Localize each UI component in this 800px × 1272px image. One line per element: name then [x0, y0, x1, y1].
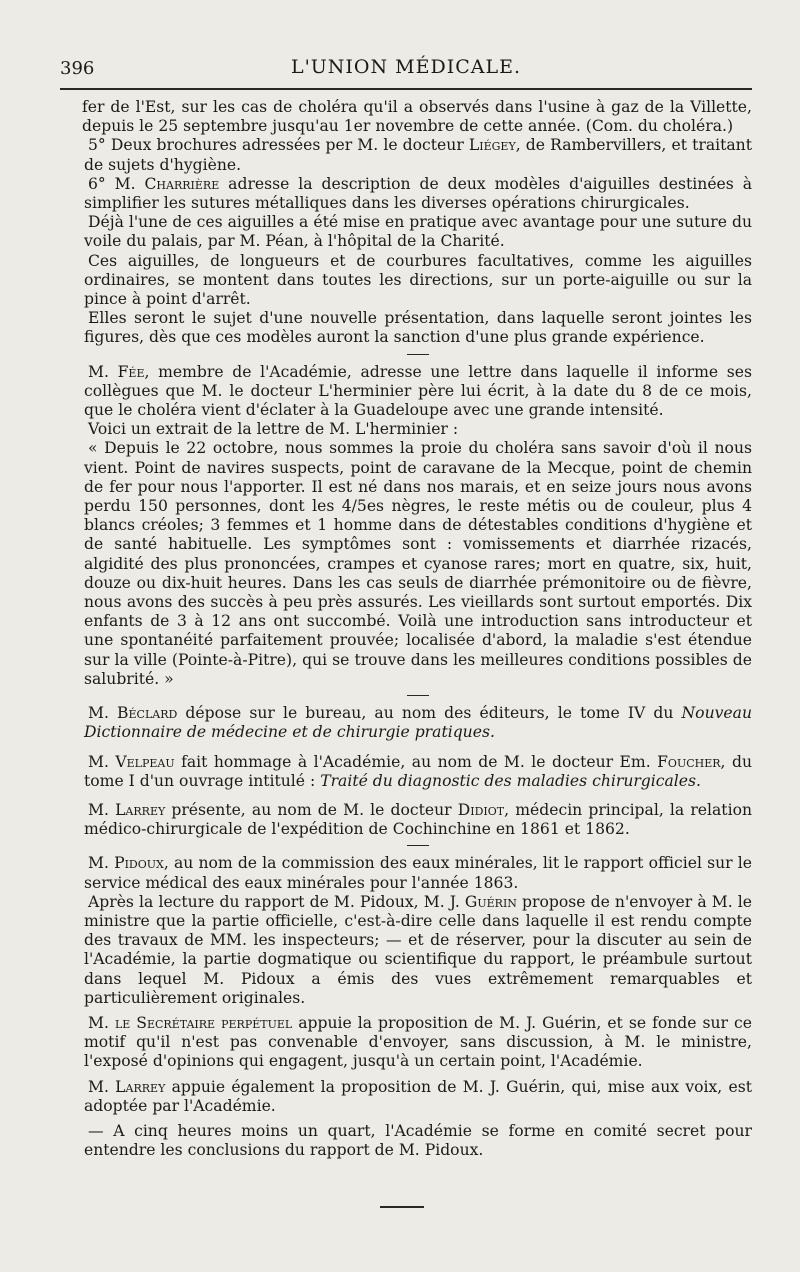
paragraph	[84, 1014, 752, 1072]
author-name: Liégey	[468, 136, 516, 155]
paragraph	[84, 854, 752, 892]
text-run: M.	[88, 362, 118, 381]
text-run: , du tome I d'un ouvrage intitulé :	[84, 752, 752, 790]
text-run: 6° M.	[88, 174, 145, 193]
paragraph	[84, 893, 752, 1008]
section-separator	[407, 695, 429, 700]
paragraph	[84, 801, 752, 839]
book-title: Traité du diagnostic des maladies chirurgicales.	[320, 771, 701, 790]
text-run: , au nom de la commission des eaux minérales, lit le rapport officiel sur le service médical des eaux minérales pour l'année 1863.	[84, 854, 752, 892]
text-run: propose de n'envoyer à M. le ministre que la partie officielle, c'est-à-dire celle dans laquelle il est rendu compte des travaux de MM. les inspecteurs; — et de réserver, pour la discuter au sein de l'Académie, la partie dogmatique ou scientifique du rapport, le préambule surtout dans lequel M. Pidoux a émis des vues extrêmement remarquables et particulièrement originales.	[84, 892, 752, 1007]
paragraph	[84, 1078, 752, 1116]
spacer	[84, 743, 752, 753]
paragraph: Ces aiguilles, de longueurs et de courbures facultatives, comme les aiguilles ordinaires, se montent dans toutes les directions, sur un porte-aiguille ou sur la pince à point d'arrêt.	[84, 251, 752, 309]
author-name: Foucher	[657, 752, 721, 771]
section-separator	[407, 845, 429, 850]
paragraph: — A cinq heures moins un quart, l'Académie se forme en comité secret pour entendre les conclusions du rapport de M. Pidoux.	[84, 1121, 752, 1160]
text-run: présente, au nom de M. le docteur	[165, 800, 458, 819]
text-run: dépose sur le bureau, au nom des éditeurs, le tome IV du	[177, 704, 682, 723]
author-name: Béclard	[117, 704, 178, 723]
author-name: Fée	[117, 362, 145, 381]
book-title: Nouveau Dictionnaire de médecine et de chirurgie pratiques.	[84, 704, 752, 742]
spacer	[84, 791, 752, 801]
text-run: M.	[88, 1013, 115, 1032]
quoted-letter: « Depuis le 22 octobre, nous sommes la proie du choléra sans savoir d'où il nous vient. Point de navires suspects, point de caravane de la Mecque, point de chemin de fer pour nous l'apporter. Il est né dans nos marais, et en seize jours nous avons perdu 150 personnes, dont les 4/5es nègres, le reste métis ou de couleur, plus 4 blancs créoles; 3 femmes et 1 homme dans de détestables conditions d'hygiène et de santé habituelle. Les symptômes sont : vomissements et diarrhée rizacés, algidité des plus prononcées, crampes et cyanose rares; mort en quatre, six, huit, douze ou dix-huit heures. Dans les cas seuls de diarrhée prémonitoire ou de fièvre, nous avons des succès à peu près assurés. Les vieillards sont surtout emportés. Dix enfants de 3 à 12 ans ont succombé. Voilà une introduction sans introducteur et une spontanéité parfaitement prouvée; localisée d'abord, la maladie s'est étendue sur la ville (Pointe-à-Pitre), qui se trouve dans les meilleures conditions possibles de salubrité. »	[84, 439, 752, 688]
paragraph	[84, 175, 752, 213]
header-rule	[60, 88, 752, 90]
page-header	[60, 54, 752, 80]
paragraph: Voici un extrait de la lettre de M. L'herminier :	[88, 420, 459, 439]
paragraph	[84, 363, 752, 421]
section-separator	[407, 354, 429, 359]
author-name: Didiot	[457, 800, 505, 819]
text-run: M.	[88, 752, 116, 771]
author-name: le Secrétaire perpétuel	[114, 1013, 293, 1032]
page-number: 396	[60, 58, 95, 79]
paragraph: Elles seront le sujet d'une nouvelle présentation, dans laquelle seront jointes les figures, dès que ces modèles auront la sanction d'une plus grande expérience.	[84, 309, 752, 347]
text-run: appuie également la proposition de M. J. Guérin, qui, mise aux voix, est adoptée par l'Académie.	[84, 1077, 752, 1115]
text-run: M.	[88, 704, 118, 723]
text-run: 5° Deux brochures adressées per M. le docteur	[88, 136, 469, 155]
paragraph	[84, 704, 752, 742]
author-name: Velpeau	[115, 752, 175, 771]
body-text	[84, 98, 752, 1160]
running-title: L'UNION MÉDICALE.	[290, 56, 522, 78]
author-name: Larrey	[115, 1077, 166, 1096]
paragraph	[84, 136, 752, 174]
text-run: adresse la description de deux modèles d'aiguilles destinées à simplifier les sutures métalliques dans les diverses opérations chirurgicales.	[84, 174, 752, 213]
text-run: M.	[88, 800, 116, 819]
author-name: Guérin	[464, 892, 517, 911]
author-name: Charrière	[144, 174, 220, 193]
author-name: Larrey	[115, 800, 166, 819]
text-run: fait hommage à l'Académie, au nom de M. le docteur Em.	[174, 752, 658, 771]
paragraph: fer de l'Est, sur les cas de choléra qu'il a observés dans l'usine à gaz de la Villette, depuis le 25 septembre jusqu'au 1er novembre de cette année. (Com. du choléra.)	[82, 98, 752, 136]
text-run: M.	[88, 854, 115, 873]
author-name: Pidoux	[114, 854, 164, 873]
text-run: Après la lecture du rapport de M. Pidoux, M. J.	[88, 892, 465, 911]
paragraph: Déjà l'une de ces aiguilles a été mise en pratique avec avantage pour une suture du voile du palais, par M. Péan, à l'hôpital de la Charité.	[84, 213, 752, 251]
text-run: , membre de l'Académie, adresse une lettre dans laquelle il informe ses collègues que M. le docteur L'herminier père lui écrit, à la date du 8 de ce mois, que le choléra vient d'éclater à la Guadeloupe avec une grande intensité.	[84, 362, 752, 420]
paragraph	[84, 753, 752, 791]
text-run: appuie la proposition de M. J. Guérin, et se fonde sur ce motif qu'il n'est pas convenable d'envoyer, sans discussion, à M. le ministre, l'exposé d'opinions qui engagent, jusqu'à un certain point, l'Académie.	[84, 1013, 752, 1071]
text-run: M.	[88, 1077, 116, 1096]
text-run: , médecin principal, la relation médico-chirurgicale de l'expédition de Cochinchine en 1861 et 1862.	[84, 800, 752, 839]
end-rule	[380, 1206, 424, 1208]
text-run: , de Rambervillers, et traitant de sujets d'hygiène.	[84, 136, 752, 174]
